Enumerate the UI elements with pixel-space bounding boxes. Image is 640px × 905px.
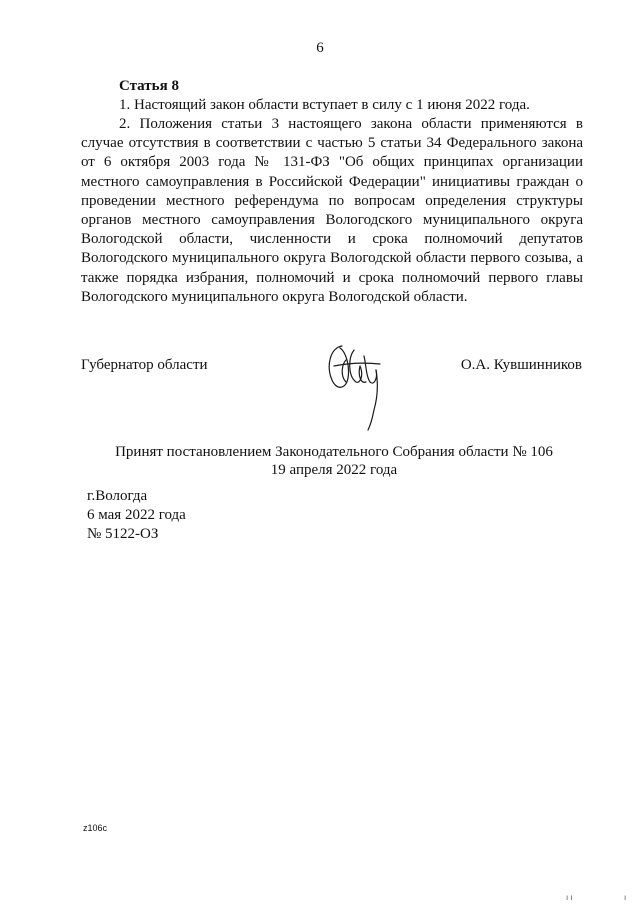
adoption-note xyxy=(0,443,640,479)
page-number: 6 xyxy=(316,40,324,56)
article-paragraph-2: 2. Положения статьи 3 настоящего закона области применяются в случае отсутствия в соответствии с частью 5 статьи 34 Федерального закона от 6 октября 2003 года № 131-ФЗ "Об общих принципах организации местного самоуправления в Российской Федерации" инициативы граждан о проведении местного референдума по вопросам определения структуры органов местного самоуправления Вологодского муниципального округа Вологодской области, численности и срока полномочий депутатов Вологодского муниципального округа Вологодской области первого созыва, а также порядка избрания, полномочий и срока полномочий первого главы Вологодского муниципального округа Вологодской области. xyxy=(81,116,583,305)
law-number: № 5122-ОЗ xyxy=(87,526,159,542)
signatory-role: Губернатор области xyxy=(81,357,208,373)
corner-mark-left: ı ı xyxy=(566,893,573,902)
article-paragraph-1: 1. Настоящий закон области вступает в силу с 1 июня 2022 года. xyxy=(119,97,530,113)
law-date: 6 мая 2022 года xyxy=(87,507,186,523)
corner-mark-right: ı xyxy=(624,893,627,902)
adoption-line-2: 19 апреля 2022 года xyxy=(270,462,398,478)
adoption-line-1: Принят постановлением Законодательного Собрания области № 106 xyxy=(115,444,553,460)
city: г.Вологда xyxy=(87,488,148,504)
place-date-block xyxy=(87,487,186,544)
footer-code: z106c xyxy=(83,823,108,833)
handwritten-signature xyxy=(320,336,390,432)
signatory-name: О.А. Кувшинников xyxy=(460,357,582,373)
article-title: Статья 8 xyxy=(119,78,179,94)
